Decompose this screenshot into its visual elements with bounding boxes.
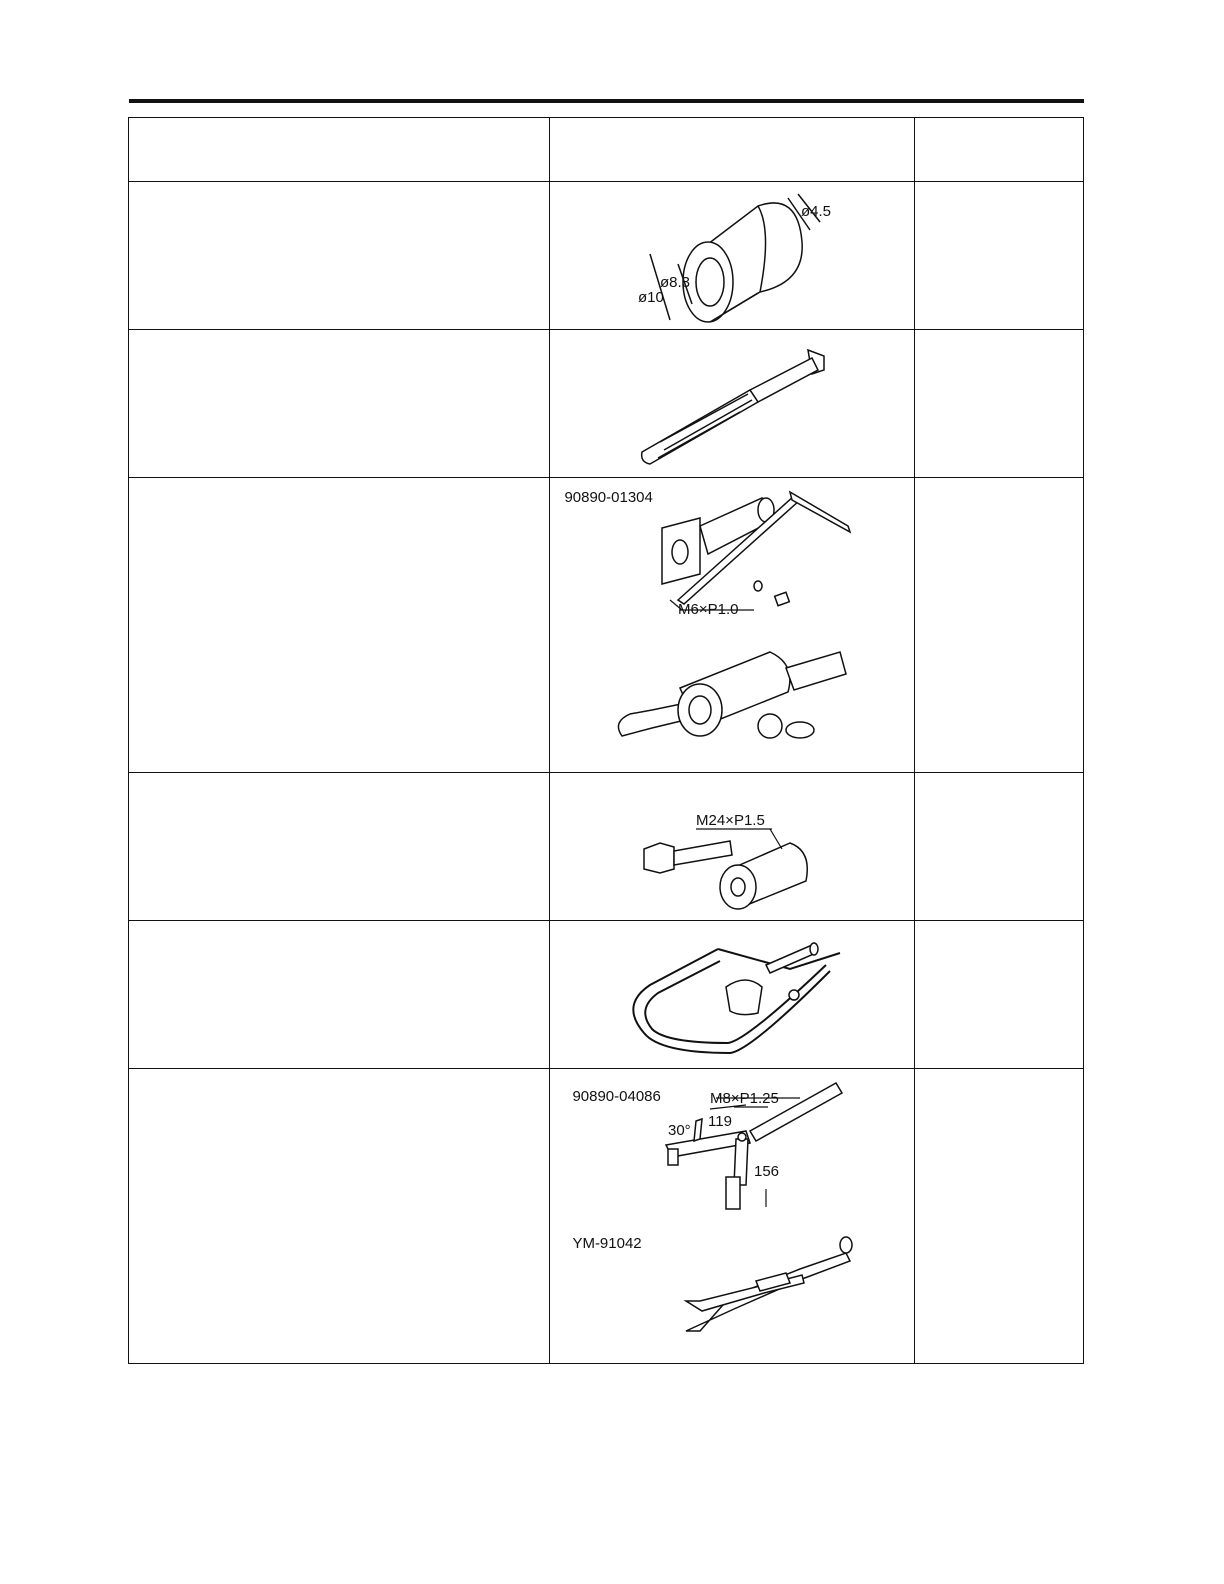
tool-description	[129, 772, 550, 920]
tool-illustration-cell	[550, 1068, 914, 1363]
part-number-label: 90890-01304	[564, 489, 653, 507]
tool-spec	[914, 772, 1083, 920]
header-cell-illustration	[550, 118, 914, 182]
reamer-illustration	[550, 330, 914, 478]
thread-label: M6×P1.0	[678, 601, 739, 619]
alt-part-number-label: YM-91042	[572, 1234, 642, 1252]
tool-spec	[914, 1068, 1083, 1363]
table-header-row	[129, 118, 1084, 182]
special-tools-table	[128, 117, 1084, 1364]
thread-label: M24×P1.5	[696, 811, 766, 829]
tool-description	[129, 1068, 550, 1363]
bolt-adapter-illustration	[550, 773, 914, 921]
tool-spec	[914, 920, 1083, 1068]
dim-inner-label: ø8.3	[660, 274, 691, 292]
table-row	[129, 182, 1084, 330]
dim-outer-label: ø4.5	[801, 203, 832, 221]
dim-a-label: 119	[708, 1112, 733, 1130]
top-rule	[129, 99, 1084, 103]
tool-illustration-cell	[550, 478, 914, 772]
tool-description	[129, 330, 550, 478]
holder-tool-illustration	[550, 1069, 914, 1364]
thread-label: M8×P1.25	[710, 1089, 780, 1107]
table-row	[129, 1068, 1084, 1363]
header-cell-tool-name	[129, 118, 550, 182]
tool-illustration-cell	[550, 772, 914, 920]
angle-label: 30°	[668, 1121, 692, 1139]
strap-holder-illustration	[550, 921, 914, 1069]
header-cell-usage	[914, 118, 1083, 182]
tool-description	[129, 920, 550, 1068]
dim-b-label: 156	[754, 1162, 780, 1180]
dim-diameter-label: ø10	[638, 289, 665, 307]
tool-spec	[914, 182, 1083, 330]
tool-description	[129, 478, 550, 772]
tool-description	[129, 182, 550, 330]
puller-set-illustration	[550, 478, 914, 772]
table-row	[129, 920, 1084, 1068]
table-row	[129, 772, 1084, 920]
tool-illustration-cell	[550, 920, 914, 1068]
tool-spec	[914, 330, 1083, 478]
table-row	[129, 478, 1084, 772]
table-row	[129, 330, 1084, 478]
tool-illustration-cell	[550, 182, 914, 330]
collar-tool-illustration	[550, 182, 914, 330]
tool-illustration-cell	[550, 330, 914, 478]
tool-spec	[914, 478, 1083, 772]
part-number-label: 90890-04086	[572, 1087, 661, 1105]
